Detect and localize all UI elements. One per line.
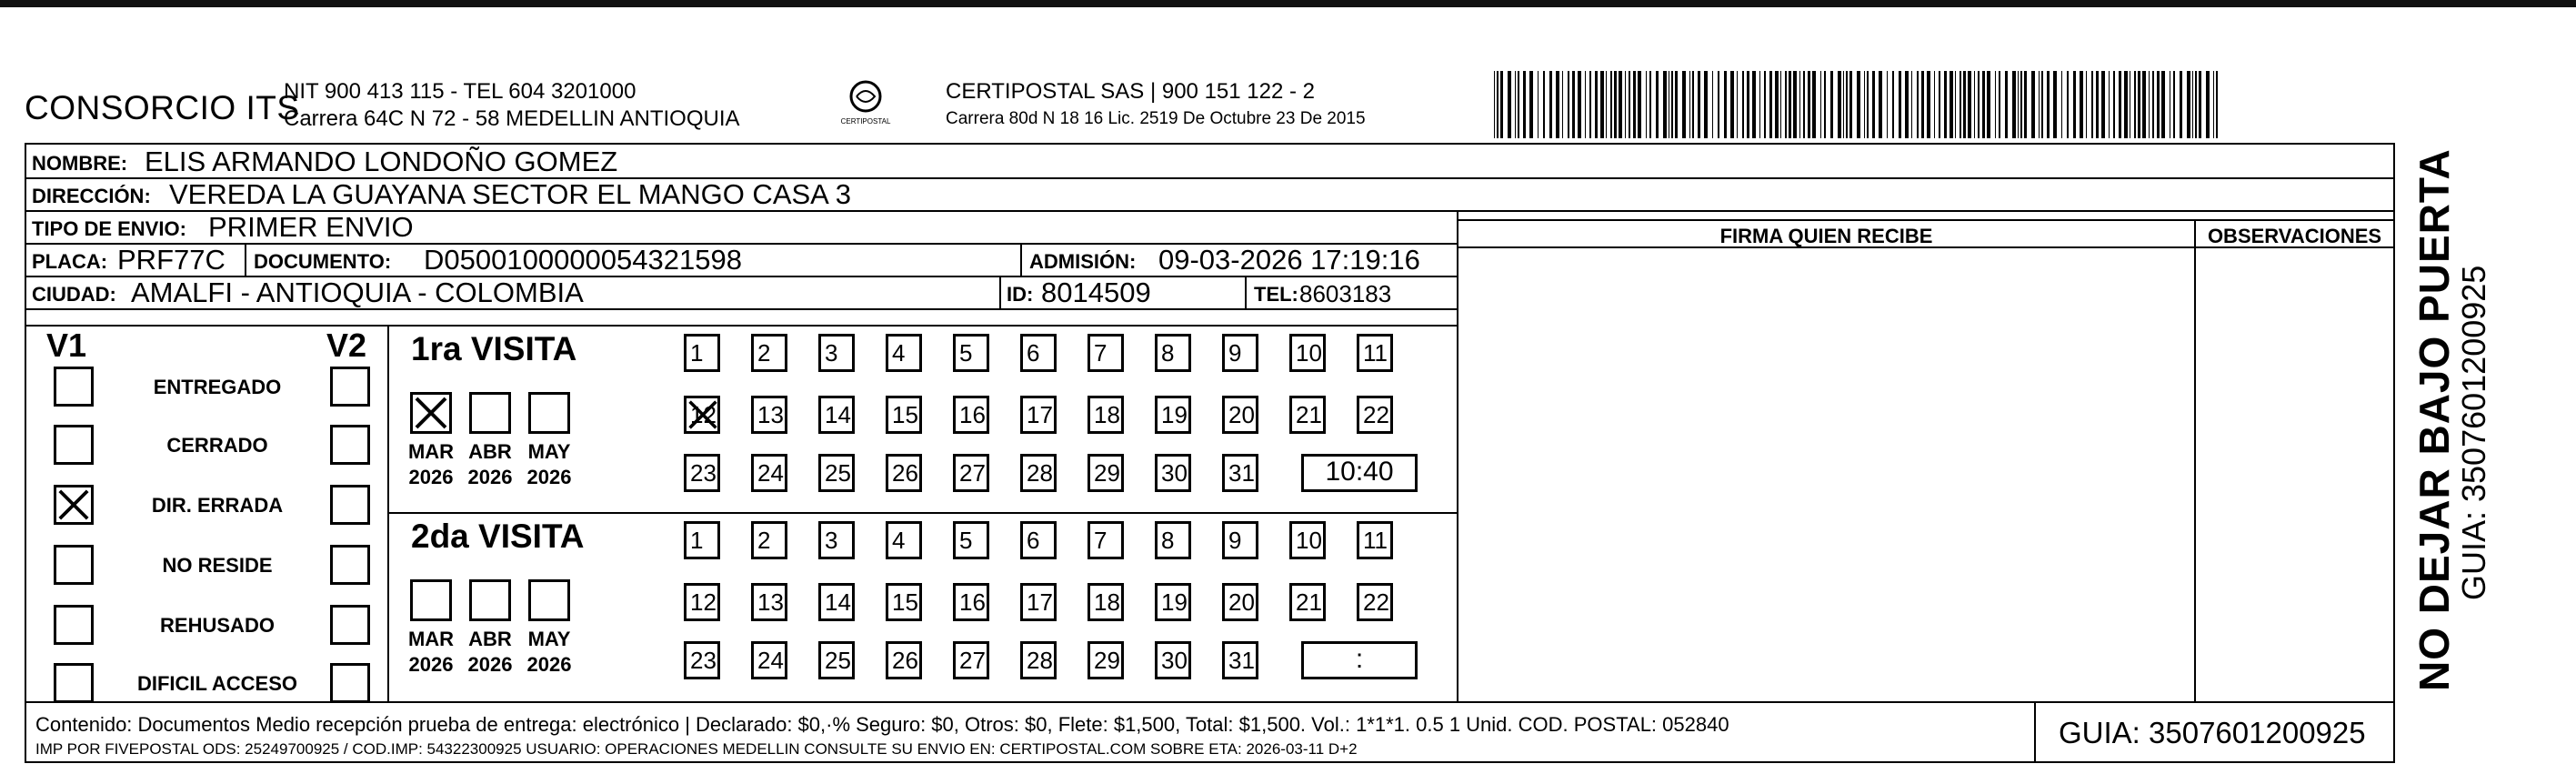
barcode-bar bbox=[1692, 71, 1694, 138]
day-box[interactable]: 5 bbox=[953, 521, 989, 559]
month-name: ABR bbox=[468, 628, 512, 650]
v2-checkbox[interactable] bbox=[330, 663, 370, 703]
day-box[interactable]: 6 bbox=[1020, 521, 1057, 559]
no-dejar-bajo-puerta: NO DEJAR BAJO PUERTA bbox=[2411, 148, 2458, 691]
day-box[interactable]: 30 bbox=[1155, 454, 1191, 492]
barcode bbox=[1494, 71, 2221, 138]
nombre-value: ELIS ARMANDO LONDOÑO GOMEZ bbox=[145, 146, 618, 177]
barcode-bar bbox=[1543, 71, 1545, 138]
documento-value: D0500100000054321598 bbox=[424, 244, 742, 276]
x-check-mark bbox=[413, 395, 449, 431]
day-box[interactable]: 30 bbox=[1155, 641, 1191, 679]
barcode-bar bbox=[1572, 71, 1575, 138]
barcode-bar bbox=[2031, 71, 2035, 138]
barcode-bar bbox=[2012, 71, 2016, 138]
barcode-bar bbox=[1785, 71, 1787, 138]
month-label bbox=[522, 627, 576, 678]
shipping-form bbox=[25, 143, 2395, 763]
barcode-bar bbox=[1812, 71, 1816, 138]
day-box[interactable]: 16 bbox=[953, 583, 989, 621]
day-box[interactable]: 24 bbox=[751, 641, 787, 679]
day-box[interactable]: 1 bbox=[684, 334, 720, 372]
row-divider bbox=[26, 325, 1457, 327]
v2-checkbox[interactable] bbox=[330, 425, 370, 465]
barcode-bar bbox=[1538, 71, 1539, 138]
barcode-bar bbox=[1529, 71, 1533, 138]
barcode-bar bbox=[1999, 71, 2000, 138]
barcode-bar bbox=[2187, 71, 2190, 138]
barcode-bar bbox=[2020, 71, 2022, 138]
tipo-envio-value: PRIMER ENVIO bbox=[208, 211, 414, 243]
barcode-bar bbox=[1500, 71, 1503, 138]
barcode-bar bbox=[2173, 71, 2175, 138]
month-name: MAR bbox=[407, 628, 455, 650]
day-box[interactable]: 25 bbox=[818, 641, 855, 679]
barcode-bar bbox=[2067, 71, 2069, 138]
barcode-bar bbox=[1857, 71, 1860, 138]
barcode-bar bbox=[2161, 71, 2165, 138]
month-name: MAR bbox=[407, 440, 455, 463]
month-checkbox[interactable] bbox=[528, 579, 570, 621]
col-divider bbox=[245, 243, 246, 276]
day-box[interactable]: 3 bbox=[818, 521, 855, 559]
admision-value: 09-03-2026 17:19:16 bbox=[1158, 244, 1420, 276]
barcode-bar bbox=[1663, 71, 1667, 138]
visit-title: 2da VISITA bbox=[411, 518, 585, 555]
day-box[interactable]: 12 bbox=[684, 396, 720, 434]
col-divider bbox=[2034, 701, 2036, 761]
barcode-bar bbox=[1718, 71, 1719, 138]
day-box[interactable]: 19 bbox=[1155, 583, 1191, 621]
barcode-bar bbox=[2080, 71, 2083, 138]
barcode-bar bbox=[1968, 71, 1971, 138]
barcode-bar bbox=[1675, 71, 1678, 138]
day-box[interactable]: 20 bbox=[1222, 396, 1258, 434]
day-box[interactable]: 26 bbox=[886, 641, 922, 679]
day-box[interactable]: 22 bbox=[1357, 396, 1393, 434]
barcode-bar bbox=[1843, 71, 1844, 138]
col-divider bbox=[999, 276, 1001, 308]
barcode-bar bbox=[1610, 71, 1612, 138]
barcode-bar bbox=[1595, 71, 1598, 138]
barcode-bar bbox=[2024, 71, 2027, 138]
direccion-value: VEREDA LA GUAYANA SECTOR EL MANGO CASA 3 bbox=[169, 178, 851, 210]
barcode-bar bbox=[2109, 71, 2110, 138]
col-divider bbox=[1457, 210, 1458, 701]
status-option-label: DIFICIL ACCESO bbox=[136, 672, 297, 695]
barcode-bar bbox=[1698, 71, 1700, 138]
day-box[interactable]: 28 bbox=[1020, 641, 1057, 679]
day-box[interactable]: 27 bbox=[953, 641, 989, 679]
barcode-bar bbox=[2096, 71, 2099, 138]
barcode-bar bbox=[1793, 71, 1797, 138]
barcode-bar bbox=[1887, 71, 1888, 138]
month-year: 2026 bbox=[526, 653, 572, 676]
tipo-envio-label: TIPO DE ENVIO: bbox=[32, 217, 186, 240]
barcode-bar bbox=[1515, 71, 1516, 138]
barcode-bar bbox=[1638, 71, 1641, 138]
v1-checkbox[interactable] bbox=[54, 663, 94, 703]
day-box[interactable]: 29 bbox=[1088, 454, 1124, 492]
barcode-bar bbox=[1633, 71, 1636, 138]
day-box[interactable]: 8 bbox=[1155, 334, 1191, 372]
barcode-bar bbox=[1982, 71, 1985, 138]
barcode-bar bbox=[1568, 71, 1569, 138]
barcode-bar bbox=[2091, 71, 2093, 138]
barcode-bar bbox=[2138, 71, 2140, 138]
barcode-bar bbox=[1646, 71, 1647, 138]
day-box[interactable]: 20 bbox=[1222, 583, 1258, 621]
day-box[interactable]: 4 bbox=[886, 334, 922, 372]
barcode-bar bbox=[1974, 71, 1975, 138]
contenido-text: Contenido: Documentos Medio recepción prueba de entrega: electrónico | Declarado: $0,·% Seguro: $0, Otros: $0, Flete: $1,500, Total: $1,500. Vol.: 1*1*1. 0.5 1 Unid. COD. POSTAL: 052840 bbox=[35, 713, 1729, 736]
day-box[interactable]: 23 bbox=[684, 454, 720, 492]
barcode-bar bbox=[1589, 71, 1591, 138]
day-box[interactable]: 12 bbox=[684, 583, 720, 621]
day-box[interactable]: 13 bbox=[751, 396, 787, 434]
barcode-bar bbox=[1849, 71, 1852, 138]
barcode-bar bbox=[1799, 71, 1800, 138]
barcode-bar bbox=[2101, 71, 2105, 138]
barcode-bar bbox=[1600, 71, 1604, 138]
barcode-bar bbox=[1730, 71, 1734, 138]
month-checkbox[interactable] bbox=[469, 392, 511, 434]
col-divider bbox=[2194, 219, 2196, 701]
barcode-bar bbox=[1978, 71, 1980, 138]
barcode-bar bbox=[2195, 71, 2197, 138]
month-label bbox=[463, 627, 517, 678]
day-box[interactable]: 27 bbox=[953, 454, 989, 492]
barcode-bar bbox=[1747, 71, 1749, 138]
month-year: 2026 bbox=[467, 653, 513, 676]
barcode-bar bbox=[1824, 71, 1826, 138]
x-check-mark bbox=[56, 487, 91, 522]
barcode-bar bbox=[1838, 71, 1841, 138]
address-line: Carrera 64C N 72 - 58 MEDELLIN ANTIOQUIA bbox=[284, 106, 740, 131]
day-box[interactable]: 24 bbox=[751, 454, 787, 492]
day-box[interactable]: 22 bbox=[1357, 583, 1393, 621]
barcode-bar bbox=[2213, 71, 2214, 138]
visit-title: 1ra VISITA bbox=[411, 330, 577, 367]
status-option-label: REHUSADO bbox=[160, 614, 275, 637]
month-year: 2026 bbox=[467, 466, 513, 488]
documento-label: DOCUMENTO: bbox=[254, 250, 392, 273]
day-box[interactable]: 13 bbox=[751, 583, 787, 621]
barcode-bar bbox=[1995, 71, 1996, 138]
barcode-bar bbox=[1867, 71, 1869, 138]
barcode-bar bbox=[1625, 71, 1626, 138]
row-divider bbox=[1457, 219, 2393, 221]
barcode-bar bbox=[1724, 71, 1727, 138]
v1-checkbox[interactable] bbox=[54, 605, 94, 645]
barcode-bar bbox=[1737, 71, 1738, 138]
day-box[interactable]: 17 bbox=[1020, 583, 1057, 621]
barcode-bar bbox=[1523, 71, 1526, 138]
day-box[interactable]: 29 bbox=[1088, 641, 1124, 679]
barcode-bar bbox=[1830, 71, 1833, 138]
month-checkbox[interactable] bbox=[410, 579, 452, 621]
time-box[interactable]: 10:40 bbox=[1301, 454, 1418, 492]
barcode-bar bbox=[1950, 71, 1953, 138]
barcode-bar bbox=[2142, 71, 2146, 138]
month-name: MAY bbox=[527, 628, 571, 650]
barcode-bar bbox=[1905, 71, 1909, 138]
v2-checkbox[interactable] bbox=[330, 545, 370, 585]
month-checkbox[interactable] bbox=[410, 392, 452, 434]
day-box[interactable]: 14 bbox=[818, 396, 855, 434]
day-box[interactable]: 11 bbox=[1357, 521, 1393, 559]
day-box[interactable]: 10 bbox=[1289, 334, 1326, 372]
barcode-bar bbox=[1629, 71, 1630, 138]
direccion-label: DIRECCIÓN: bbox=[32, 185, 151, 207]
month-checkbox[interactable] bbox=[469, 579, 511, 621]
barcode-bar bbox=[2206, 71, 2210, 138]
barcode-bar bbox=[1508, 71, 1511, 138]
barcode-bar bbox=[2005, 71, 2008, 138]
barcode-bar bbox=[1562, 71, 1563, 138]
day-box[interactable]: 18 bbox=[1088, 583, 1124, 621]
col-divider bbox=[1245, 276, 1247, 308]
barcode-bar bbox=[1820, 71, 1821, 138]
day-box[interactable]: 9 bbox=[1222, 334, 1258, 372]
logo-caption: CERTIPOSTAL bbox=[840, 117, 891, 126]
id-label: ID: bbox=[1007, 283, 1034, 306]
x-check-mark bbox=[687, 398, 719, 431]
barcode-bar bbox=[1671, 71, 1673, 138]
day-box[interactable]: 7 bbox=[1088, 334, 1124, 372]
barcode-bar bbox=[1494, 71, 1495, 138]
barcode-bar bbox=[2053, 71, 2057, 138]
guia-footer: GUIA: 3507601200925 bbox=[2059, 716, 2366, 749]
v1-checkbox[interactable] bbox=[54, 425, 94, 465]
barcode-bar bbox=[1892, 71, 1894, 138]
barcode-bar bbox=[1846, 71, 1848, 138]
barcode-bar bbox=[2149, 71, 2150, 138]
side-guia: GUIA: 3507601200925 bbox=[2455, 265, 2492, 600]
day-box[interactable]: 6 bbox=[1020, 334, 1057, 372]
observaciones-header: OBSERVACIONES bbox=[2207, 225, 2382, 247]
day-box[interactable]: 18 bbox=[1088, 396, 1124, 434]
day-box[interactable]: 15 bbox=[886, 396, 922, 434]
v1-header: V1 bbox=[46, 327, 87, 364]
barcode-bar bbox=[1585, 71, 1586, 138]
day-box[interactable]: 5 bbox=[953, 334, 989, 372]
status-option-label: CERRADO bbox=[166, 434, 268, 457]
barcode-bar bbox=[1614, 71, 1617, 138]
day-box[interactable]: 10 bbox=[1289, 521, 1326, 559]
day-box[interactable]: 26 bbox=[886, 454, 922, 492]
day-box[interactable]: 4 bbox=[886, 521, 922, 559]
v2-checkbox[interactable] bbox=[330, 485, 370, 525]
id-value: 8014509 bbox=[1041, 276, 1151, 308]
placa-label: PLACA: bbox=[32, 250, 108, 273]
certipostal-logo bbox=[834, 76, 897, 131]
barcode-bar bbox=[1917, 71, 1919, 138]
barcode-bar bbox=[1963, 71, 1966, 138]
company-name: CONSORCIO ITS bbox=[25, 89, 300, 126]
month-name: MAY bbox=[527, 440, 571, 463]
day-box[interactable]: 9 bbox=[1222, 521, 1258, 559]
barcode-bar bbox=[1955, 71, 1956, 138]
barcode-bar bbox=[1939, 71, 1940, 138]
barcode-bar bbox=[1764, 71, 1766, 138]
imp-text: IMP POR FIVEPOSTAL ODS: 25249700925 / COD.IMP: 54322300925 USUARIO: OPERACIONES MEDELLIN CONSULTE SU ENVIO EN: CERTIPOSTAL.COM SOBRE ETA: 2026-03-11 D+2 bbox=[35, 740, 1358, 758]
nombre-label: NOMBRE: bbox=[32, 152, 128, 175]
barcode-bar bbox=[2086, 71, 2087, 138]
certipostal-info bbox=[946, 78, 1366, 133]
v1-checkbox[interactable] bbox=[54, 485, 94, 525]
day-box[interactable]: 15 bbox=[886, 583, 922, 621]
barcode-bar bbox=[1712, 71, 1713, 138]
barcode-bar bbox=[1899, 71, 1901, 138]
barcode-bar bbox=[2192, 71, 2193, 138]
barcode-bar bbox=[1619, 71, 1622, 138]
month-label bbox=[404, 627, 458, 678]
barcode-bar bbox=[1864, 71, 1865, 138]
top-edge-bar bbox=[0, 0, 2576, 7]
month-label bbox=[463, 439, 517, 490]
v2-checkbox[interactable] bbox=[330, 367, 370, 407]
barcode-bar bbox=[2039, 71, 2040, 138]
barcode-bar bbox=[2152, 71, 2154, 138]
barcode-bar bbox=[2041, 71, 2043, 138]
v2-checkbox[interactable] bbox=[330, 605, 370, 645]
month-year: 2026 bbox=[526, 466, 572, 488]
month-name: ABR bbox=[468, 440, 512, 463]
company-info bbox=[284, 78, 740, 133]
day-box[interactable]: 7 bbox=[1088, 521, 1124, 559]
month-label bbox=[522, 439, 576, 490]
barcode-bar bbox=[1742, 71, 1744, 138]
ciudad-label: CIUDAD: bbox=[32, 283, 116, 306]
month-year: 2026 bbox=[408, 466, 454, 488]
day-box[interactable]: 1 bbox=[684, 521, 720, 559]
day-box[interactable]: 11 bbox=[1357, 334, 1393, 372]
placa-value: PRF77C bbox=[117, 244, 226, 276]
row-divider bbox=[387, 512, 1457, 514]
barcode-bar bbox=[1944, 71, 1947, 138]
barcode-bar bbox=[2124, 71, 2128, 138]
barcode-bar bbox=[1879, 71, 1882, 138]
barcode-bar bbox=[1780, 71, 1781, 138]
barcode-bar bbox=[1769, 71, 1772, 138]
firma-header: FIRMA QUIEN RECIBE bbox=[1719, 225, 1933, 247]
v1-checkbox[interactable] bbox=[54, 545, 94, 585]
barcode-bar bbox=[2061, 71, 2062, 138]
barcode-bar bbox=[1759, 71, 1760, 138]
barcode-bar bbox=[1808, 71, 1810, 138]
barcode-bar bbox=[1497, 71, 1498, 138]
v2-header: V2 bbox=[326, 327, 367, 364]
barcode-bar bbox=[1682, 71, 1686, 138]
barcode-bar bbox=[1752, 71, 1756, 138]
barcode-bar bbox=[2199, 71, 2201, 138]
admision-label: ADMISIÓN: bbox=[1029, 250, 1137, 273]
day-box[interactable]: 21 bbox=[1289, 583, 1326, 621]
day-box[interactable]: 8 bbox=[1155, 521, 1191, 559]
barcode-bar bbox=[1606, 71, 1607, 138]
day-box[interactable]: 21 bbox=[1289, 396, 1326, 434]
day-box[interactable]: 16 bbox=[953, 396, 989, 434]
barcode-bar bbox=[2157, 71, 2160, 138]
day-box[interactable]: 2 bbox=[751, 334, 787, 372]
barcode-bar bbox=[1689, 71, 1690, 138]
barcode-bar bbox=[1921, 71, 1924, 138]
day-box[interactable]: 14 bbox=[818, 583, 855, 621]
certipostal-line1: CERTIPOSTAL SAS | 900 151 122 - 2 bbox=[946, 79, 1315, 104]
barcode-bar bbox=[1704, 71, 1708, 138]
barcode-bar bbox=[2216, 71, 2218, 138]
certipostal-line2: Carrera 80d N 18 16 Lic. 2519 De Octubre 23 De 2015 bbox=[946, 109, 1366, 128]
day-box[interactable]: 19 bbox=[1155, 396, 1191, 434]
barcode-bar bbox=[1927, 71, 1930, 138]
day-box[interactable]: 2 bbox=[751, 521, 787, 559]
day-box[interactable]: 31 bbox=[1222, 454, 1258, 492]
barcode-bar bbox=[1934, 71, 1935, 138]
day-box[interactable]: 17 bbox=[1020, 396, 1057, 434]
month-checkbox[interactable] bbox=[528, 392, 570, 434]
barcode-bar bbox=[2073, 71, 2076, 138]
barcode-bar bbox=[1578, 71, 1581, 138]
barcode-bar bbox=[1518, 71, 1519, 138]
month-label bbox=[404, 439, 458, 490]
barcode-bar bbox=[1872, 71, 1875, 138]
barcode-bar bbox=[1803, 71, 1805, 138]
status-option-label: DIR. ERRADA bbox=[151, 494, 284, 517]
nit-line: NIT 900 413 115 - TEL 604 3201000 bbox=[284, 79, 636, 104]
barcode-bar bbox=[2180, 71, 2182, 138]
time-box[interactable]: : bbox=[1301, 641, 1418, 679]
barcode-bar bbox=[1911, 71, 1912, 138]
barcode-bar bbox=[1775, 71, 1779, 138]
col-divider bbox=[1020, 243, 1022, 276]
tel-label: TEL: bbox=[1254, 283, 1298, 306]
barcode-bar bbox=[1960, 71, 1961, 138]
barcode-bar bbox=[1987, 71, 1990, 138]
barcode-bar bbox=[1649, 71, 1651, 138]
day-box[interactable]: 3 bbox=[818, 334, 855, 372]
barcode-bar bbox=[2134, 71, 2136, 138]
day-box[interactable]: 31 bbox=[1222, 641, 1258, 679]
barcode-bar bbox=[2113, 71, 2115, 138]
barcode-bar bbox=[1556, 71, 1559, 138]
status-option-label: ENTREGADO bbox=[153, 376, 282, 398]
col-divider bbox=[387, 325, 389, 701]
barcode-bar bbox=[1656, 71, 1659, 138]
barcode-bar bbox=[2119, 71, 2121, 138]
footer-divider bbox=[26, 701, 2393, 703]
month-year: 2026 bbox=[408, 653, 454, 676]
day-box[interactable]: 28 bbox=[1020, 454, 1057, 492]
barcode-bar bbox=[2047, 71, 2050, 138]
barcode-bar bbox=[1789, 71, 1791, 138]
barcode-bar bbox=[2018, 71, 2019, 138]
ciudad-value: AMALFI - ANTIOQUIA - COLOMBIA bbox=[131, 276, 584, 308]
barcode-bar bbox=[1549, 71, 1552, 138]
v1-checkbox[interactable] bbox=[54, 367, 94, 407]
day-box[interactable]: 23 bbox=[684, 641, 720, 679]
tel-value: 8603183 bbox=[1299, 280, 1392, 307]
status-option-label: NO RESIDE bbox=[162, 554, 273, 577]
day-box[interactable]: 25 bbox=[818, 454, 855, 492]
